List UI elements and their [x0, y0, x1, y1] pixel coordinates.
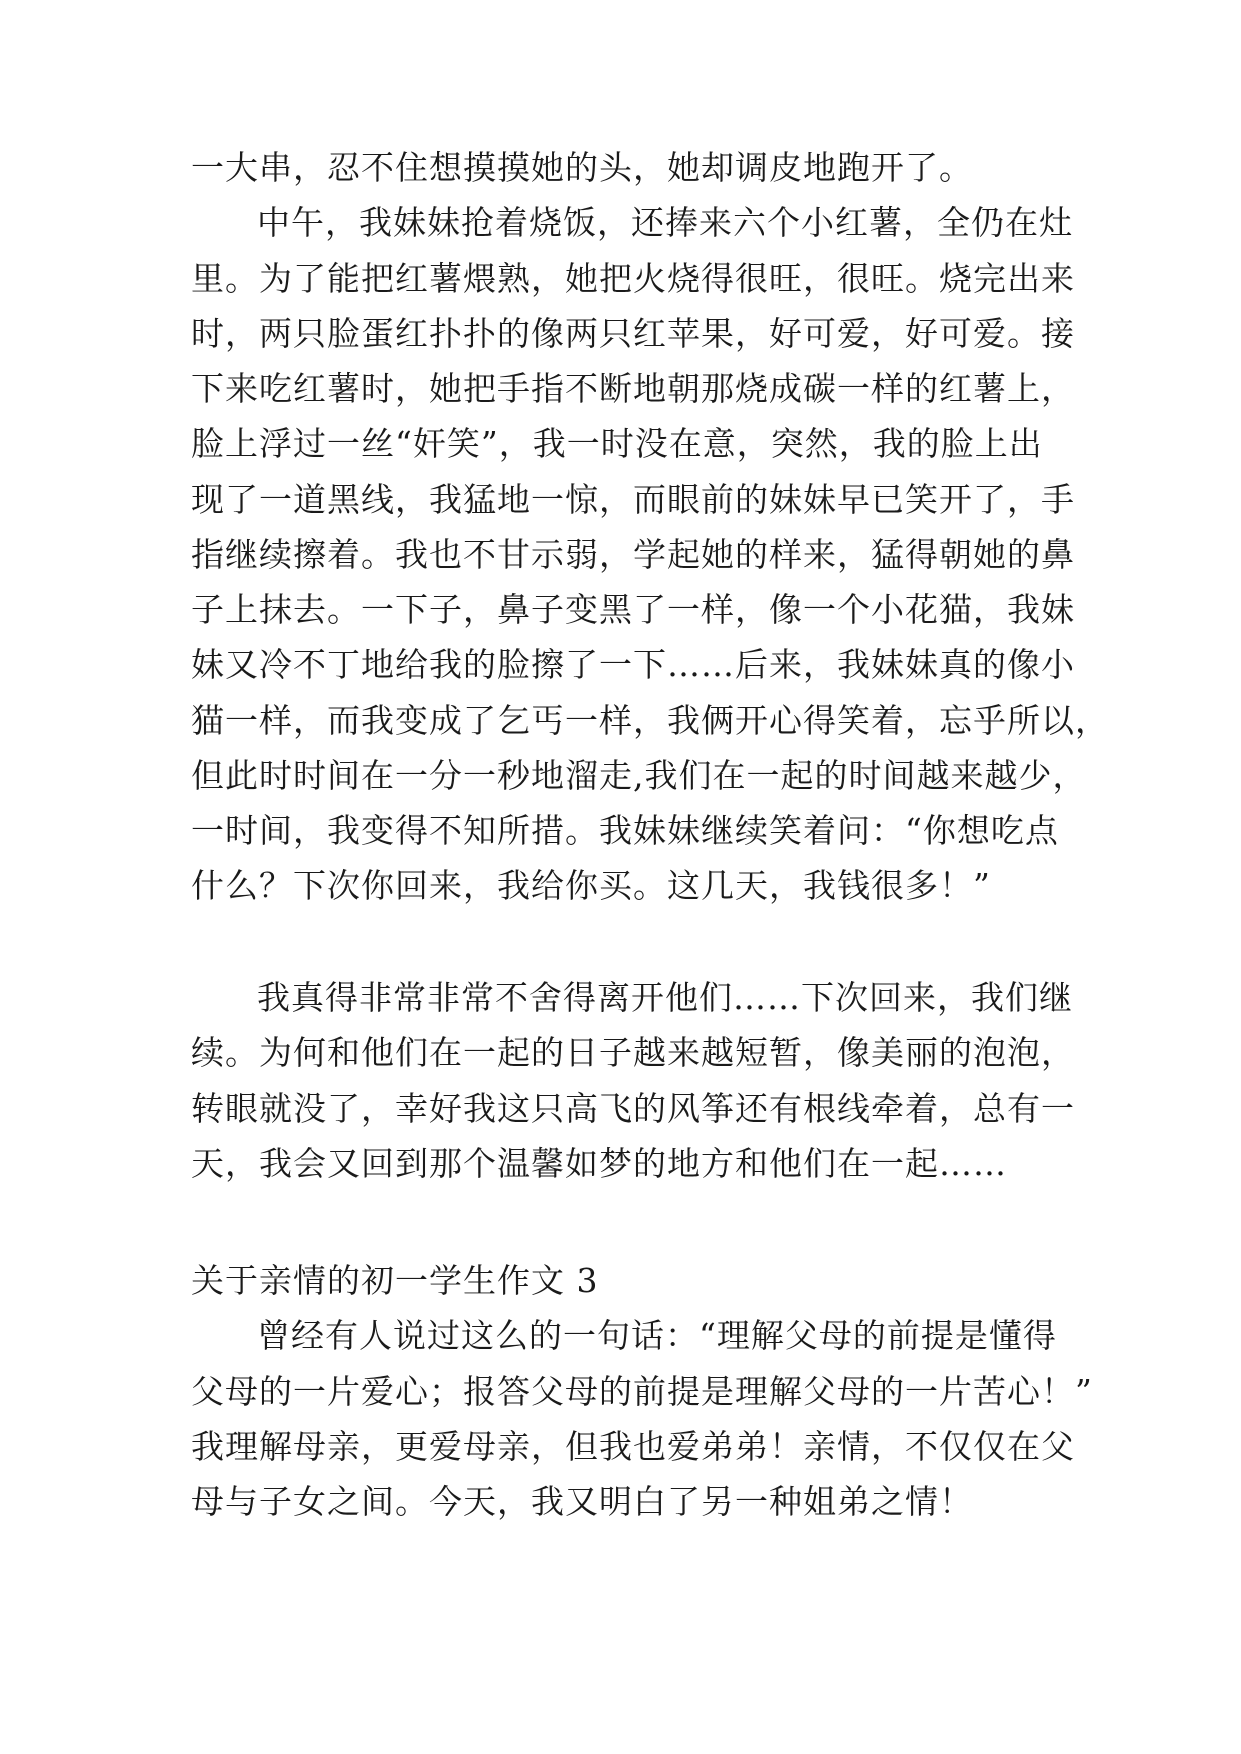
paragraph-line: 我理解母亲，更爱母亲，但我也爱弟弟！亲情，不仅仅在父 [191, 1427, 1075, 1466]
paragraph-line: 一大串，忍不住想摸摸她的头，她却调皮地跑开了。 [191, 148, 973, 187]
paragraph-line: 中午，我妹妹抢着烧饭，还捧来六个小红薯，全仍在灶 [257, 203, 1073, 242]
paragraph-line: 父母的一片爱心；报答父母的前提是理解父母的一片苦心！” [191, 1372, 1093, 1411]
paragraph-line: 天，我会又回到那个温馨如梦的地方和他们在一起…… [191, 1144, 1007, 1183]
paragraph-line: 时，两只脸蛋红扑扑的像两只红苹果，好可爱，好可爱。接 [191, 314, 1075, 353]
paragraph-line: 我真得非常非常不舍得离开他们……下次回来，我们继 [257, 978, 1073, 1017]
paragraph-line: 子上抹去。一下子，鼻子变黑了一样，像一个小花猫，我妹 [191, 590, 1075, 629]
paragraph-line: 妹又冷不丁地给我的脸擦了一下……后来，我妹妹真的像小 [191, 645, 1075, 684]
paragraph-line: 指继续擦着。我也不甘示弱，学起她的样来，猛得朝她的鼻 [191, 535, 1075, 574]
paragraph-line: 母与子女之间。今天，我又明白了另一种姐弟之情！ [191, 1482, 973, 1521]
section-title: 关于亲情的初一学生作文 3 [191, 1261, 599, 1300]
paragraph-line: 转眼就没了，幸好我这只高飞的风筝还有根线牵着，总有一 [191, 1089, 1075, 1128]
paragraph-line: 下来吃红薯时，她把手指不断地朝那烧成碳一样的红薯上， [191, 369, 1075, 408]
paragraph-line: 脸上浮过一丝“奸笑”，我一时没在意，突然，我的脸上出 [191, 424, 1043, 463]
paragraph-line: 但此时时间在一分一秒地溜走,我们在一起的时间越来越少， [191, 756, 1087, 795]
paragraph-line: 续。为何和他们在一起的日子越来越短暂，像美丽的泡泡， [191, 1033, 1075, 1072]
paragraph-line: 一时间，我变得不知所措。我妹妹继续笑着问：“你想吃点 [191, 811, 1059, 850]
paragraph-line: 什么？下次你回来，我给你买。这几天，我钱很多！” [191, 866, 991, 905]
paragraph-line: 曾经有人说过这么的一句话：“理解父母的前提是懂得 [257, 1316, 1057, 1355]
paragraph-line: 里。为了能把红薯煨熟，她把火烧得很旺，很旺。烧完出来 [191, 259, 1075, 298]
paragraph-line: 现了一道黑线，我猛地一惊，而眼前的妹妹早已笑开了，手 [191, 480, 1075, 519]
paragraph-line: 猫一样，而我变成了乞丐一样，我俩开心得笑着，忘乎所以， [191, 701, 1109, 740]
